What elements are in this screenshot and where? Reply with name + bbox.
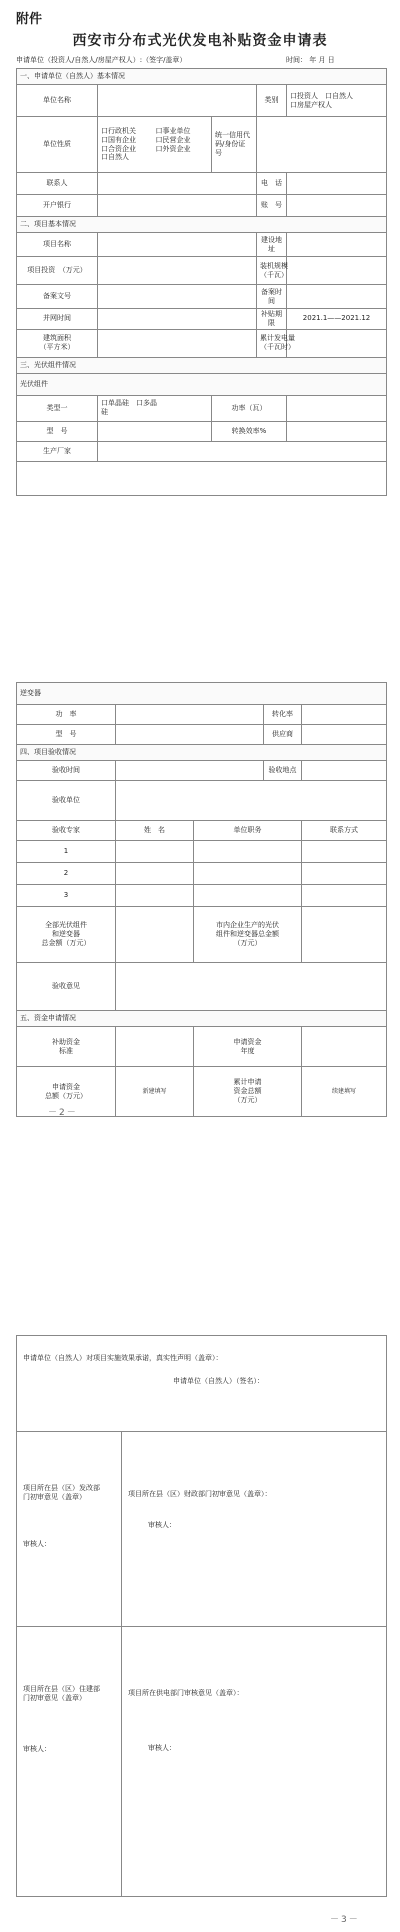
- applicant-line: [16, 55, 386, 65]
- expert-position-field[interactable]: [194, 885, 302, 907]
- subsidy-period-label: 补贴期限: [257, 309, 287, 330]
- accept-place-field[interactable]: [302, 761, 387, 781]
- capacity-label: 装机规模 （千瓦）: [257, 257, 287, 285]
- type-options[interactable]: 口单晶硅 口多晶 硅: [98, 395, 212, 421]
- accept-place-label: 验收地点: [264, 761, 302, 781]
- investment-label: 项目投资 （万元）: [17, 257, 98, 285]
- unit-nature-label: 单位性质: [17, 117, 98, 173]
- record-time-label: 备案时间: [257, 285, 287, 309]
- page-title: 西安市分布式光伏发电补贴资金申请表: [72, 33, 328, 49]
- conversion-rate-field[interactable]: [302, 705, 387, 725]
- supplier-field[interactable]: [302, 725, 387, 745]
- table-row: [17, 863, 387, 885]
- conversion-rate-label: 转化率: [264, 705, 302, 725]
- total-apply-label: 申请资金 总额（万元）: [17, 1067, 116, 1117]
- expert-contact-field[interactable]: [302, 885, 387, 907]
- expert-contact-field[interactable]: [302, 863, 387, 885]
- housing-reviewer: 审核人：: [23, 1744, 51, 1753]
- accept-time-label: 验收时间: [17, 761, 116, 781]
- bank-label: 开户银行: [17, 195, 98, 217]
- supplier-label: 供应商: [264, 725, 302, 745]
- name-col-header: 姓 名: [116, 821, 194, 841]
- expert-row-no: 3: [17, 885, 116, 907]
- capacity-field[interactable]: [287, 257, 387, 285]
- finance-reviewer: 审核人：: [148, 1520, 176, 1529]
- power-field[interactable]: [287, 395, 387, 421]
- expert-position-field[interactable]: [194, 841, 302, 863]
- page-number-3: －3－: [330, 1915, 360, 1925]
- expert-contact-field[interactable]: [302, 841, 387, 863]
- table-row: [17, 885, 387, 907]
- efficiency-field[interactable]: [287, 421, 387, 441]
- local-amount-label: 市内企业生产的光伏 组件和逆变器总金额 （万元）: [194, 907, 302, 963]
- opinion-label: 验收意见: [17, 963, 116, 1011]
- category-label: 类别: [257, 85, 287, 117]
- record-no-label: 备案文号: [17, 285, 98, 309]
- build-address-label: 建设地址: [257, 233, 287, 257]
- total-amount-label: 全部光伏组件 和逆变器 总金额（万元）: [17, 907, 116, 963]
- inverter-model-field[interactable]: [116, 725, 264, 745]
- model-label: 型 号: [17, 421, 98, 441]
- subsidy-std-field[interactable]: [116, 1027, 194, 1067]
- finance-cell[interactable]: 项目所在县（区）财政部门初审意见（盖章）： 审核人：: [122, 1432, 387, 1627]
- power-supply-reviewer: 审核人：: [148, 1743, 176, 1752]
- building-area-field[interactable]: [98, 329, 257, 357]
- total-amount-field[interactable]: [116, 907, 194, 963]
- page-number-2: －2－: [48, 1108, 78, 1118]
- housing-cell[interactable]: 项目所在县（区）住建部 门初审意见（盖章） 审核人：: [17, 1627, 122, 1897]
- contact-label: 联系人: [17, 173, 98, 195]
- power-supply-cell[interactable]: 项目所在供电部门审核意见（盖章）： 审核人：: [122, 1627, 387, 1897]
- declaration-cell[interactable]: [17, 1336, 387, 1432]
- blank-area: [17, 461, 387, 495]
- power-label: 功率（瓦）: [212, 395, 287, 421]
- grid-time-label: 并网时间: [17, 309, 98, 330]
- inverter-model-label: 型 号: [17, 725, 116, 745]
- expert-row-no: 1: [17, 841, 116, 863]
- accept-unit-field[interactable]: [116, 781, 387, 821]
- unit-name-label: 单位名称: [17, 85, 98, 117]
- apply-year-label: 申请资金 年度: [194, 1027, 302, 1067]
- inverter-power-field[interactable]: [116, 705, 264, 725]
- investment-field[interactable]: [98, 257, 257, 285]
- section-2-heading: 二、项目基本情况: [17, 217, 387, 233]
- accept-time-field[interactable]: [116, 761, 264, 781]
- grid-time-field[interactable]: [98, 309, 257, 330]
- expert-name-field[interactable]: [116, 885, 194, 907]
- application-table-page2: [16, 682, 387, 1117]
- manufacturer-field[interactable]: [98, 441, 387, 461]
- unit-name-field[interactable]: [98, 85, 257, 117]
- type-label: 类型一: [17, 395, 98, 421]
- account-field[interactable]: [287, 195, 387, 217]
- dev-reform-cell[interactable]: 项目所在县（区）发改部 门初审意见（盖章） 审核人：: [17, 1432, 122, 1627]
- build-address-field[interactable]: [287, 233, 387, 257]
- local-amount-field[interactable]: [302, 907, 387, 963]
- time-text: 时间： 年 月 日: [286, 56, 335, 64]
- application-table-page1: [16, 68, 387, 496]
- accept-unit-label: 验收单位: [17, 781, 116, 821]
- project-name-label: 项目名称: [17, 233, 98, 257]
- dev-reform-reviewer: 审核人：: [23, 1539, 51, 1548]
- pv-modules-label: 光伏组件: [17, 373, 387, 395]
- position-col-header: 单位职务: [194, 821, 302, 841]
- bank-field[interactable]: [98, 195, 257, 217]
- cumulative-gen-field[interactable]: [287, 329, 387, 357]
- inverter-label: 逆变器: [17, 683, 387, 705]
- contact-field[interactable]: [98, 173, 257, 195]
- table-row: [17, 841, 387, 863]
- manufacturer-label: 生产厂家: [17, 441, 98, 461]
- record-no-field[interactable]: [98, 285, 257, 309]
- applicant-text: 申请单位（投资人/自然人/房屋产权人）:（签字/盖章）: [16, 56, 187, 64]
- credit-code-label: 统一信用代 码/身份证 号: [212, 117, 257, 173]
- section-5-heading: 五、资金申请情况: [17, 1011, 387, 1027]
- credit-code-field[interactable]: [257, 117, 387, 173]
- category-options[interactable]: 口投资人 口自然人 口房屋产权人: [287, 85, 387, 117]
- apply-year-field[interactable]: [302, 1027, 387, 1067]
- section-3-heading: 三、光伏组件情况: [17, 357, 387, 373]
- expert-name-field[interactable]: [116, 841, 194, 863]
- new-fill-field[interactable]: 新建填写: [116, 1067, 194, 1117]
- experts-label: 验收专家: [17, 821, 116, 841]
- project-name-field[interactable]: [98, 233, 257, 257]
- phone-label: 电 话: [257, 173, 287, 195]
- phone-field[interactable]: [287, 173, 387, 195]
- application-table-page3: [16, 1335, 387, 1897]
- efficiency-label: 转换效率%: [212, 421, 287, 441]
- contact-col-header: 联系方式: [302, 821, 387, 841]
- expert-position-field[interactable]: [194, 863, 302, 885]
- cumulative-gen-label: 累计发电量 （千瓦时）: [257, 329, 287, 357]
- unit-nature-options[interactable]: 口行政机关 口事业单位 口国有企业 口民营企业 口合资企业 口外资企业 口自然人: [98, 117, 212, 173]
- section-4-heading: 四、项目验收情况: [17, 745, 387, 761]
- record-time-field[interactable]: [287, 285, 387, 309]
- account-label: 账 号: [257, 195, 287, 217]
- inverter-power-label: 功 率: [17, 705, 116, 725]
- opinion-field[interactable]: [116, 963, 387, 1011]
- section-1-heading: 一、申请单位（自然人）基本情况: [17, 69, 387, 85]
- subsidy-period-value: 2021.1——2021.12: [287, 309, 387, 330]
- declaration-text: 申请单位（自然人）对项目实施效果承诺，真实性声明（盖章）：: [23, 1354, 223, 1362]
- subsidy-std-label: 补助资金 标准: [17, 1027, 116, 1067]
- building-area-label: 建筑面积 （平方米）: [17, 329, 98, 357]
- cumulative-apply-label: 累计申请 资金总额 （万元）: [194, 1067, 302, 1117]
- signature-text: 申请单位（自然人）（签名）：: [173, 1376, 264, 1385]
- attachment-label: 附件: [16, 12, 43, 27]
- expert-name-field[interactable]: [116, 863, 194, 885]
- expert-row-no: 2: [17, 863, 116, 885]
- model-field[interactable]: [98, 421, 212, 441]
- renew-fill-field[interactable]: 续建填写: [302, 1067, 387, 1117]
